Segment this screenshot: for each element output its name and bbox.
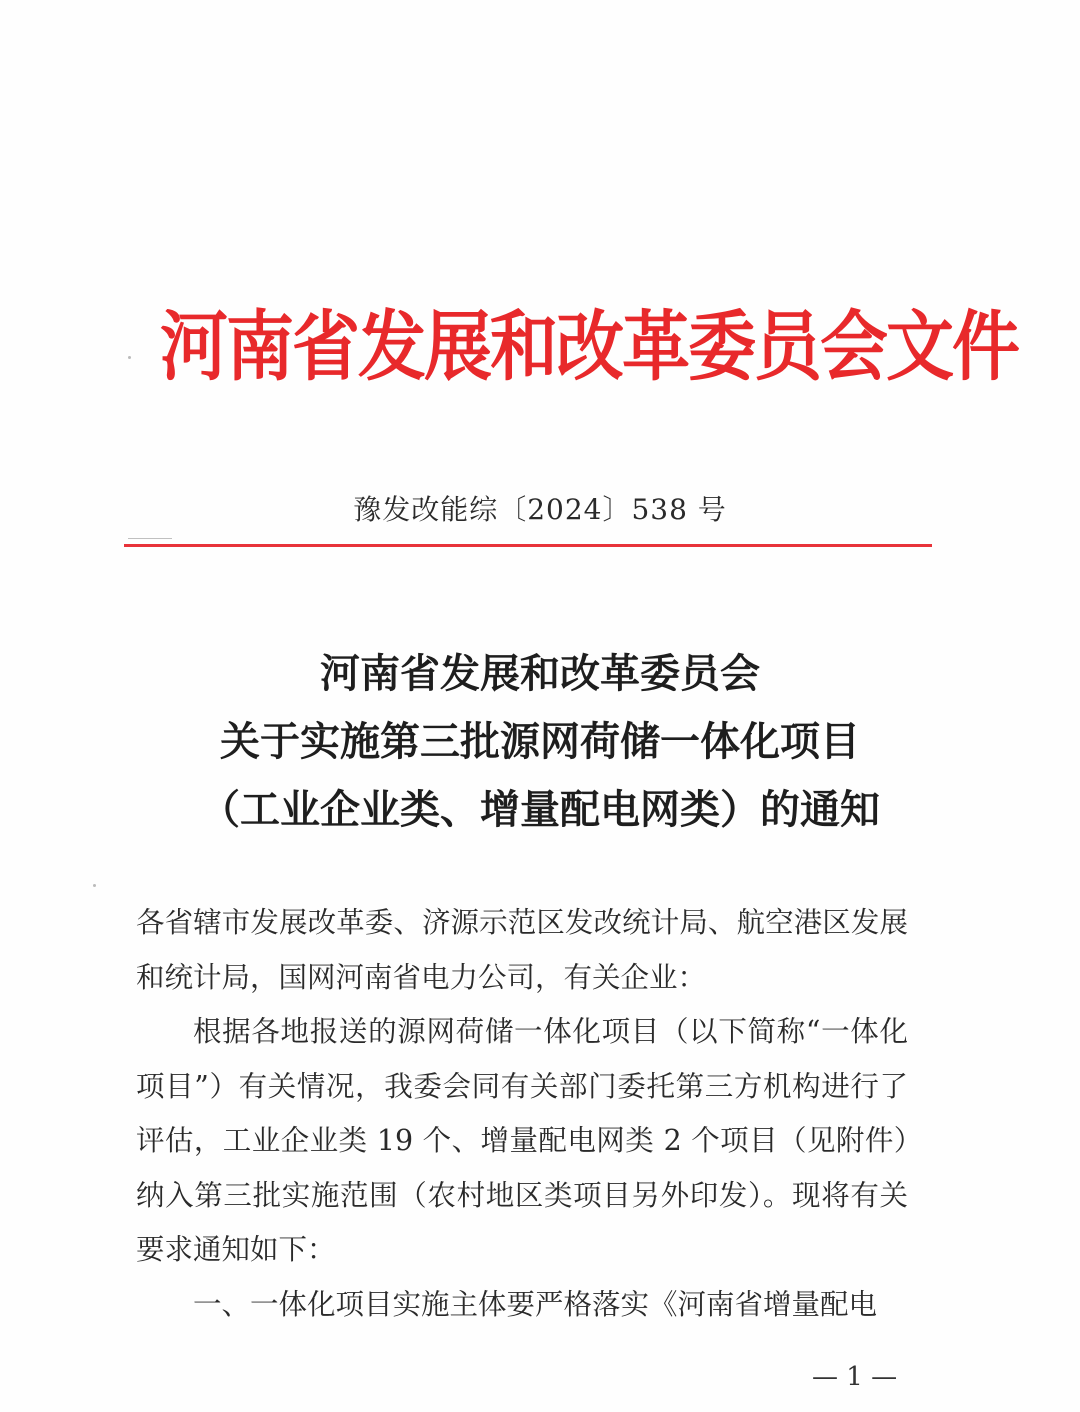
page-number: — 1 — bbox=[812, 1362, 898, 1392]
title-line-2: 关于实施第三批源网荷储一体化项目 bbox=[220, 718, 860, 765]
scan-speck bbox=[128, 356, 131, 359]
red-divider-line bbox=[124, 544, 932, 547]
rule-mark bbox=[128, 538, 172, 539]
scan-speck bbox=[93, 884, 96, 887]
body-paragraph-1: 根据各地报送的源网荷储一体化项目（以下简称“一体化项目”）有关情况，我委会同有关部门委托第三方机构进行了评估，工业企业类 19 个、增量配电网类 2 个项目（见附件）纳入第三批实施范围（农村地区类项目另外印发）。现将有关要求通知如下： bbox=[136, 1015, 908, 1266]
notice-body bbox=[136, 896, 908, 1332]
body-paragraph-2: 一、一体化项目实施主体要严格落实《河南省增量配电 bbox=[193, 1287, 878, 1321]
title-line-3: （工业企业类、增量配电网类）的通知 bbox=[200, 786, 880, 833]
notice-title bbox=[0, 640, 1080, 844]
addressees: 各省辖市发展改革委、济源示范区发改统计局、航空港区发展和统计局，国网河南省电力公司，有关企业： bbox=[136, 906, 908, 994]
title-line-1: 河南省发展和改革委员会 bbox=[320, 650, 760, 697]
agency-banner: 河南省发展和改革委员会文件 bbox=[160, 302, 1019, 392]
document-number: 豫发改能综〔2024〕538 号 bbox=[353, 493, 727, 526]
